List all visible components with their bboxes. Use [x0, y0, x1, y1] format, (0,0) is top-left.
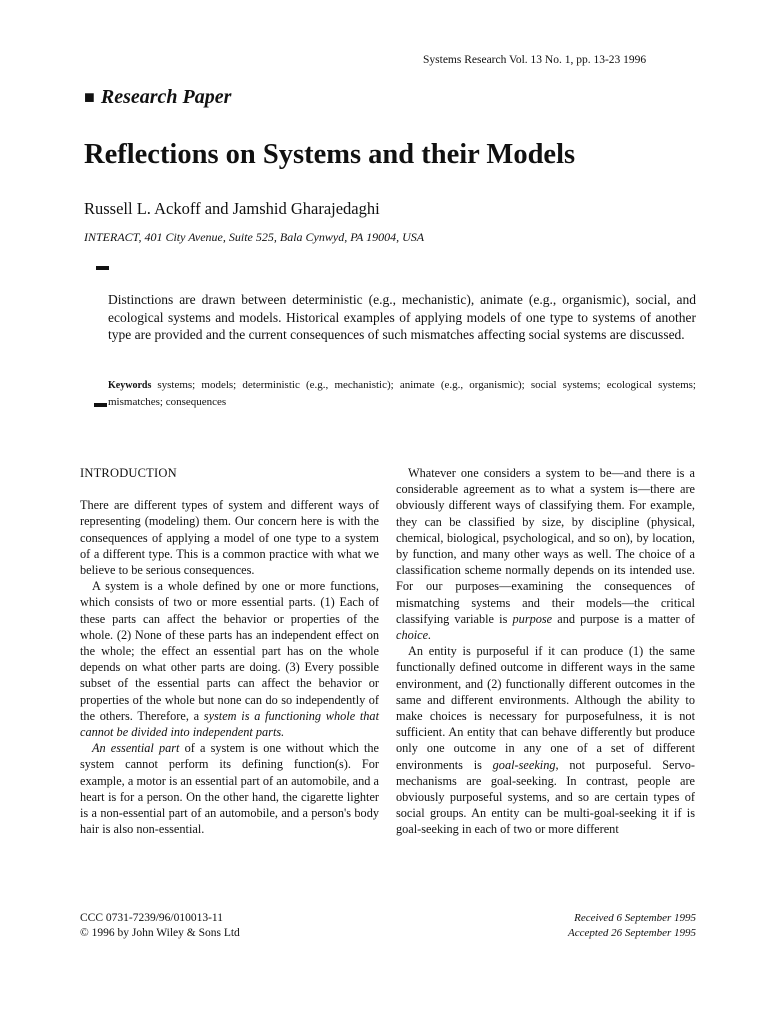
emphasis: goal-seeking, — [492, 757, 559, 772]
paper-title: Reflections on Systems and their Models — [84, 139, 576, 170]
paragraph-text: not purposeful. Servo-mechanisms are goal-seeking. In contrast, people are obviously purposeful systems, and so are certain types of social groups. An entity can be multi-goal-seeking it if is goal-seeking in each of two or more different — [396, 757, 695, 837]
section-heading: INTRODUCTION — [80, 466, 177, 480]
paragraph-text: and purpose is a matter of — [552, 611, 695, 626]
left-column — [80, 465, 379, 837]
emphasis: purpose — [512, 611, 553, 626]
abstract-start-mark — [96, 266, 109, 270]
footer-left — [80, 911, 240, 941]
copyright: © 1996 by John Wiley & Sons Ltd — [80, 927, 240, 939]
paragraph — [396, 643, 695, 837]
section-label — [84, 86, 231, 109]
paragraph-text: A system is a whole defined by one or more functions, which consists of two or more essential parts. (1) Each of these parts can affect the behavior or properties of the whole. (2) None of these parts has an independent effect on the whole; the effect an essential part has on the whole depends on what other parts are doing. (3) Every possible subset of the essential parts can affect the behavior or properties of the whole but none can do so independently of the others. Therefore, a — [80, 579, 379, 723]
paragraph — [396, 465, 695, 643]
received-date: Received 6 September 1995 — [574, 912, 696, 924]
square-bullet-icon: ■ — [84, 87, 95, 107]
paragraph — [80, 578, 379, 740]
keywords-label: Keywords — [108, 380, 152, 391]
paragraph — [80, 740, 379, 837]
accepted-date: Accepted 26 September 1995 — [568, 927, 696, 939]
emphasis: choice. — [396, 628, 432, 643]
emphasis: system is a functioning whole that cannot be divided into independent parts. — [80, 708, 379, 740]
right-column — [396, 465, 695, 838]
section-label-text: Research Paper — [100, 86, 232, 108]
footer-right — [500, 911, 696, 941]
abstract-end-mark — [94, 403, 107, 407]
journal-reference: Systems Research Vol. 13 No. 1, pp. 13-23 1996 — [423, 54, 647, 66]
keywords-text: systems; models; deterministic (e.g., mechanistic); animate (e.g., organismic); social systems; ecological systems; mismatches; consequences — [108, 379, 696, 408]
emphasis: An essential part — [92, 741, 180, 756]
paragraph: There are different types of system and different ways of representing (modeling) them. Our concern here is with the consequences of applying a model of one type to a system of a different type. This is a common practice with what we believe to be serious consequences. — [80, 498, 379, 578]
ccc-code: CCC 0731-7239/96/010013-11 — [80, 912, 224, 924]
abstract: Distinctions are drawn between deterministic (e.g., mechanistic), animate (e.g., organismic), social, and ecological systems and models. Historical examples of applying models of one type to systems of another type are provided and the current consequences of such mismatches affecting social systems are discussed. — [108, 292, 696, 343]
paragraph-text: of a system is one without which the system cannot perform its defining function(s). For example, a motor is an essential part of an automobile, and a heart is for a person. On the other hand, the cigarette lighter is a non-essential part of an automobile, and a person's body hair is also non-essential. — [80, 741, 380, 837]
authors: Russell L. Ackoff and Jamshid Gharajedaghi — [84, 199, 380, 218]
affiliation: INTERACT, 401 City Avenue, Suite 525, Bala Cynwyd, PA 19004, USA — [84, 230, 425, 244]
paragraph-text: An entity is purposeful if it can produce (1) the same functionally defined outcome in different ways in the same environment, and (2) functionally different outcomes in the same and different environments. Although the ability to make choices is necessary for purposefulness, it is not sufficient. An entity that can behave differently but produce only one outcome in any one of a set of different environments is — [396, 644, 695, 772]
keywords — [108, 377, 696, 410]
paragraph-text: Whatever one considers a system to be—and there is a considerable agreement as to what a system is—there are obviously different ways of classifying them. For example, they can be classified by size, by discipline (physical, chemical, biological, psychological, and so on), by location, by function, and many other ways as well. The choice of a classification scheme normally depends on its intended use. For our purposes—examining the consequences of mismatching systems and their models—the critical classifying variable is — [396, 466, 695, 626]
